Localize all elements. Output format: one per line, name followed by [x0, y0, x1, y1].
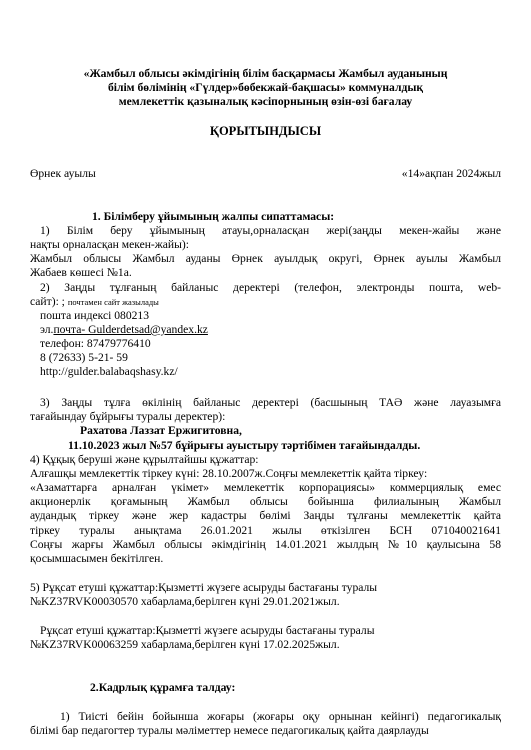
s1-p2-line-2a: сайт): ; [30, 295, 65, 308]
director-name: Рахатова Лаззат Ержигитовна, [80, 424, 242, 437]
header-line-1: «Жамбыл облысы әкімдігінің білім басқармасы Жамбыл ауданының [83, 67, 448, 80]
section-1-heading: 1. Білімберу ұйымының жалпы сипаттамасы: [92, 210, 335, 223]
email-line [40, 323, 501, 337]
website-link[interactable]: http://gulder.balabaqshasy.kz/ [40, 365, 178, 378]
s1-p1-line-2: нақты орналасқан мекен-жайы): [30, 238, 190, 251]
s1-p1-line-4: Жабаев көшесі №1а. [30, 266, 132, 279]
s1-p2-line-2b: почтамен сайт жазылады [67, 297, 159, 307]
s2-p1-line-2: білімі бар педагогтер туралы мәліметтер немесе педагогикалық қайта даярлауды [30, 724, 429, 737]
s1-p4-line-2: Алғашқы мемлекеттік тіркеу күні: 28.10.2007ж.Соңғы мемлекеттік қайта тіркеу: [30, 467, 428, 480]
s1-p1-line-1: 1) Білім беру ұйымының атауы,орналасқан жері(заңды мекен-жайы және [40, 224, 501, 237]
s1-p6-line-1: Рұқсат етуші құжаттар:Қызметті жүзеге асыруды бастағаны туралы [40, 624, 375, 637]
s1-p2-line-2 [30, 295, 501, 309]
s1-p5-line-2: №KZ37RVK00030570 хабарлама,берілген күні 29.01.2021жыл. [30, 595, 340, 608]
email-link[interactable]: почта- Gulderdetsad@yandex.kz [53, 323, 208, 336]
s1-p4-line-6: тіркеу туралы анықтама 26.01.2021 жылы өткізілген БСН 071040021641 [30, 524, 501, 537]
s2-p1-line-1: 1) Тиісті бейін бойынша жоғары (жоғары оқу орнынан кейінгі) педагогикалық [60, 710, 501, 723]
s1-p4-line-7: Соңғы жарғы Жамбыл облысы әкімдігінің 14.01.2021 жылдың №10 қаулысына 58 [30, 538, 501, 551]
header-line-3: мемлекеттік қазыналық кәсіпорнының өзін-өзі бағалау [118, 95, 413, 108]
place: Өрнек ауылы [30, 167, 96, 180]
s1-p4-line-5: аудандық тіркеу және жер кадастры бөлімі Заңды тұлғаны мемлекеттік қайта [30, 509, 501, 522]
document-title: ҚОРЫТЫНДЫСЫ [209, 124, 322, 138]
s1-p2-line-1: 2) Заңды тұлғаның байланыс деректері (телефон, электронды пошта, web- [40, 281, 501, 294]
s1-p3-line-1: 3) Заңды тұлға өкілінің байланыс деректері (басшының ТАӘ және лауазымға [40, 396, 501, 409]
s1-p6-line-2: №KZ37RVK00063259 хабарлама,берілген күні 17.02.2025жыл. [30, 638, 340, 651]
section-2-heading: 2.Кадрлық құрамға талдау: [90, 681, 236, 694]
director-order: 11.10.2023 жыл №57 бұйрығы ауыстыру тәртібімен тағайындалды. [68, 439, 421, 452]
date: «14»ақпан 2024жыл [401, 167, 501, 180]
s1-p5-line-1: 5) Рұқсат етуші құжаттар:Қызметті жүзеге асыруды бастағаны туралы [30, 581, 378, 594]
email-prefix: эл. [40, 323, 54, 336]
s1-p4-line-8: қосымшасымен бекітілген. [30, 552, 164, 565]
s1-p3-line-2: тағайындау бұйрығы туралы деректер): [30, 410, 226, 423]
s1-p4-line-4: акционерлік қоғамының Жамбыл облысы бойынша филиалының Жамбыл [30, 495, 501, 508]
header-line-2: білім бөлімінің «Гүлдер»бөбекжай-бақшасы» коммуналдық [107, 81, 424, 94]
s1-p1-line-3: Жамбыл облысы Жамбыл ауданы Өрнек ауылдық округі, Өрнек ауылы Жамбыл [30, 252, 501, 265]
s1-p4-line-1: 4) Құқық беруші және құрылтайшы құжаттар: [30, 453, 259, 466]
phone-line-2: 8 (72633) 5-21- 59 [40, 351, 128, 364]
phone-line: телефон: 87479776410 [40, 337, 151, 350]
postal-code: пошта индексі 080213 [40, 309, 150, 322]
s1-p4-line-3: «Азаматтарға арналған үкімет» мемлекеттік корпорациясы» коммерциялық емес [30, 481, 501, 494]
